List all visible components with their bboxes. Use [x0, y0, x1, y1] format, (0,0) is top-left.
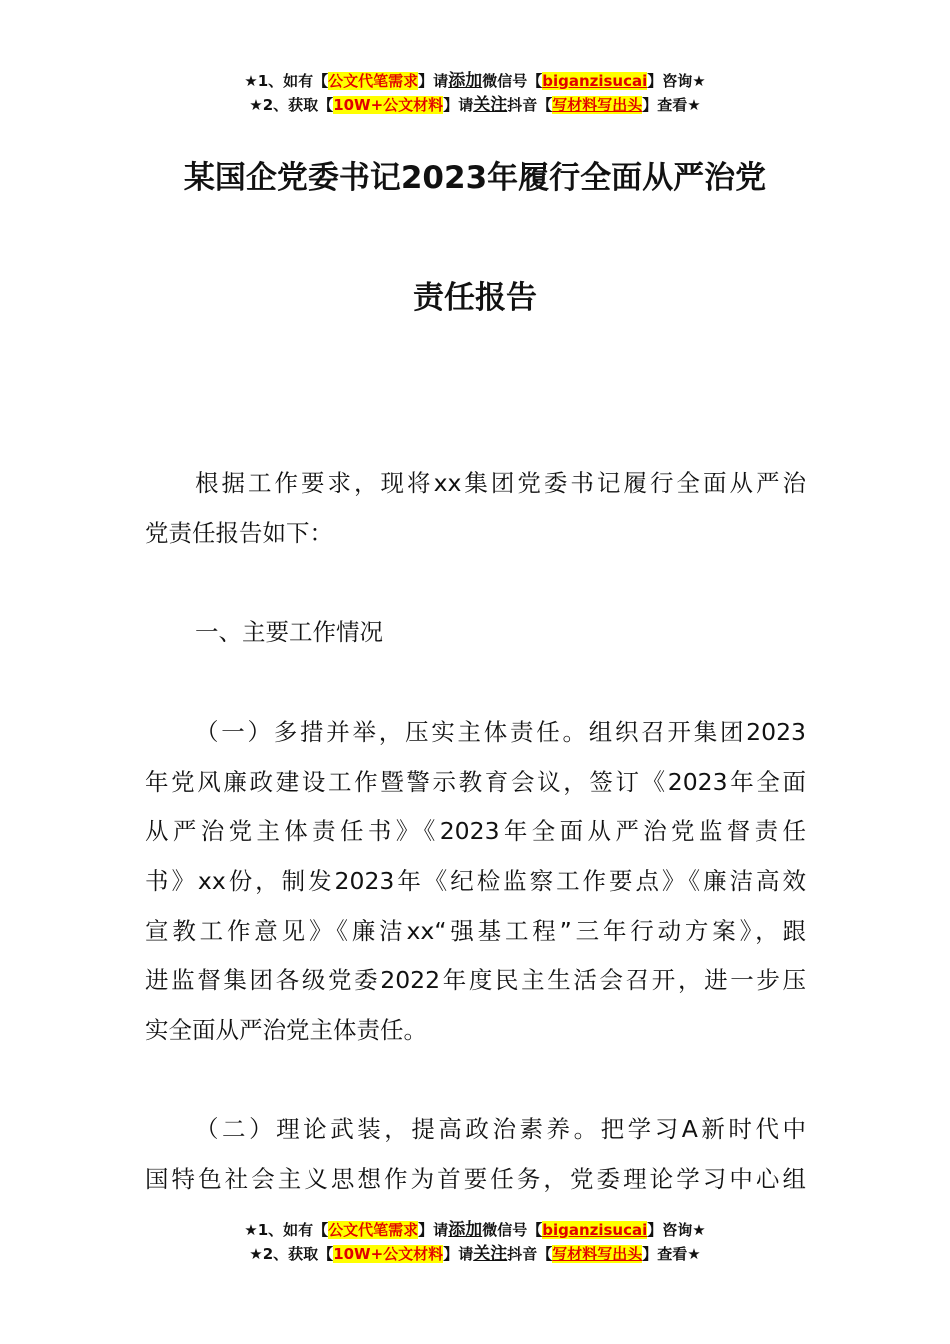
intro-line: 根据工作要求，现将xx集团党委书记履行全面从严治 — [195, 469, 806, 497]
promo-line-2: ★2、获取【10W+公文材料】请关注抖音【写材料写出头】查看★ — [249, 95, 701, 115]
document-title-line-1: 某国企党委书记2023年履行全面从严治党 — [183, 160, 767, 196]
promo-line-1: ★1、如有【公文代笔需求】请添加微信号【biganzisucai】咨询★ — [244, 1220, 706, 1240]
section-heading: 一、主要工作情况 — [195, 618, 383, 646]
promo-banner-top — [0, 69, 950, 117]
para1-line: 年党风廉政建设工作暨警示教育会议，签订《2023年全面 — [145, 768, 806, 796]
para1-line: 从严治党主体责任书》《2023年全面从严治党监督责任 — [145, 817, 806, 845]
para1-line: 进监督集团各级党委2022年度民主生活会召开，进一步压 — [145, 966, 806, 994]
promo-line-1: ★1、如有【公文代笔需求】请添加微信号【biganzisucai】咨询★ — [244, 71, 706, 91]
promo-banner-bottom — [0, 1218, 950, 1266]
para1-line: （一）多措并举，压实主体责任。组织召开集团2023 — [195, 718, 806, 746]
promo-line-2: ★2、获取【10W+公文材料】请关注抖音【写材料写出头】查看★ — [249, 1244, 701, 1264]
document-title-line-2: 责任报告 — [413, 280, 537, 316]
para1-line: 宣教工作意见》《廉洁xx“强基工程”三年行动方案》，跟 — [145, 917, 806, 945]
para1-line: 书》xx份，制发2023年《纪检监察工作要点》《廉洁高效 — [145, 867, 806, 895]
para2-line: 国特色社会主义思想作为首要任务，党委理论学习中心组 — [145, 1165, 806, 1193]
intro-line: 党责任报告如下： — [145, 519, 333, 547]
para2-line: （二）理论武装，提高政治素养。把学习A新时代中 — [195, 1115, 806, 1143]
para1-line: 实全面从严治党主体责任。 — [145, 1016, 427, 1044]
